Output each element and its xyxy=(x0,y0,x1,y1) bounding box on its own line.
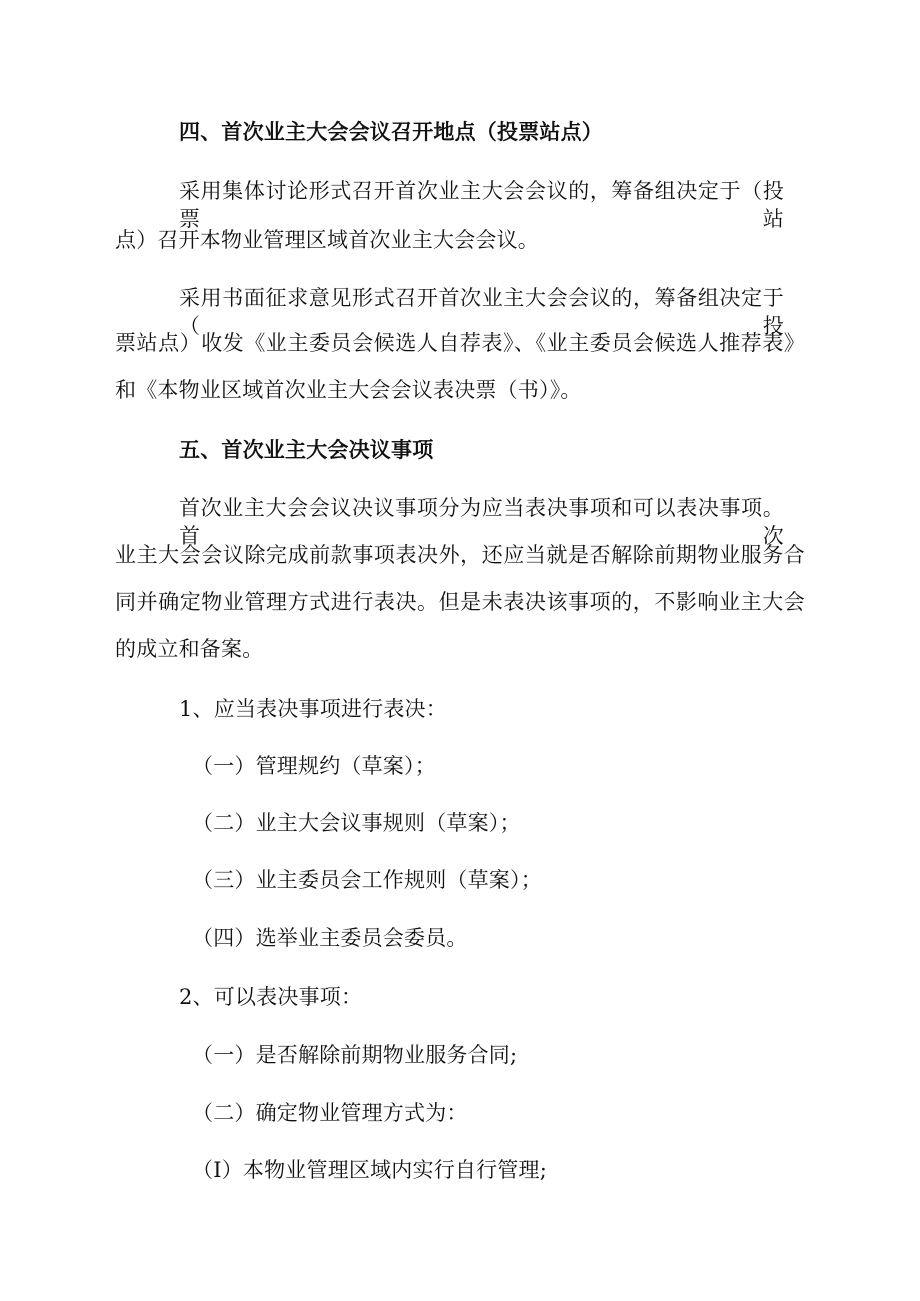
paragraph-1-line-2: 点）召开本物业管理区域首次业主大会会议。 xyxy=(115,228,539,252)
paragraph-2-line-3: 和《本物业区域首次业主大会会议表决票（书）》。 xyxy=(115,378,582,402)
list-item-2: 2、可以表决事项： xyxy=(179,985,363,1009)
list-item-1-1: （一）管理规约（草案）； xyxy=(192,754,436,778)
paragraph-2-line-2: 票站点）收发《业主委员会候选人自荐表》、《业主委员会候选人推荐表》 xyxy=(115,331,805,355)
section-heading-4: 四、首次业主大会会议召开地点（投票站点） xyxy=(179,120,603,144)
paragraph-2-line-1: 采用书面征求意见形式召开首次业主大会会议的，筹备组决定于（投 xyxy=(179,286,784,338)
list-item-1: 1、应当表决事项进行表决： xyxy=(179,697,447,721)
paragraph-3-line-3: 同并确定物业管理方式进行表决。但是未表决该事项的，不影响业主大会 xyxy=(115,590,805,614)
list-item-2-1: （一）是否解除前期物业服务合同; xyxy=(192,1043,518,1067)
list-item-1-4: （四）选举业主委员会委员。 xyxy=(192,926,468,950)
list-item-1-2: （二）业主大会议事规则（草案）； xyxy=(192,811,521,835)
paragraph-3-line-1: 首次业主大会会议决议事项分为应当表决事项和可以表决事项。首次 xyxy=(179,496,784,548)
paragraph-3-line-2: 业主大会会议除完成前款事项表决外，还应当就是否解除前期物业服务合 xyxy=(115,543,805,567)
section-heading-5: 五、首次业主大会决议事项 xyxy=(179,438,434,462)
list-item-1-3: （三）业主委员会工作规则（草案）； xyxy=(192,868,542,892)
paragraph-3-line-4: 的成立和备案。 xyxy=(115,637,264,661)
paragraph-1-line-1: 采用集体讨论形式召开首次业主大会会议的，筹备组决定于（投票站 xyxy=(179,179,784,231)
list-item-2-2: （二）确定物业管理方式为： xyxy=(192,1101,468,1125)
list-item-2-2-1: （I）本物业管理区域内实行自行管理; xyxy=(192,1158,547,1182)
